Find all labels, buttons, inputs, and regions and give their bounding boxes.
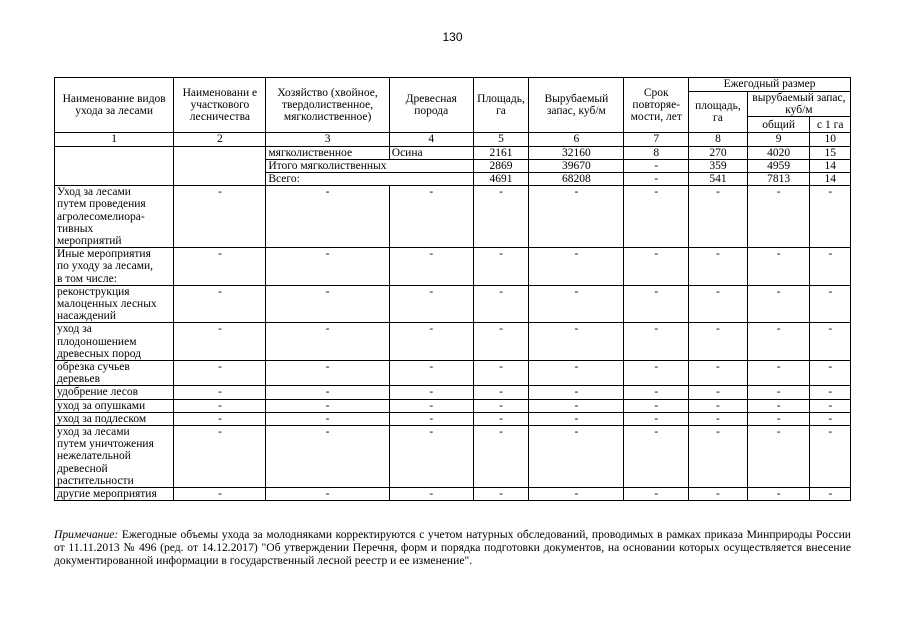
summary-annual-area: 541 <box>689 173 748 186</box>
dash-cell: - <box>624 386 689 399</box>
activity-name-line: малоценных лесных <box>57 298 157 311</box>
dash-cell: - <box>389 285 473 323</box>
activity-name-line: реконструкция <box>57 285 130 298</box>
dash-cell: - <box>624 488 689 501</box>
header-col4: Древесная порода <box>389 78 473 133</box>
dash-cell: - <box>174 186 266 248</box>
activity-row <box>55 248 851 286</box>
activity-row <box>55 488 851 501</box>
activity-name <box>55 488 174 501</box>
footnote-text: Ежегодные объемы ухода за молодняками корректируются с учетом натурных обследований, проводимых в рамках приказа Минприроды России от 11.11.2013 № 496 (ред. от 14.12.2017) "Об утверждении Перечня, форм и порядка подготовки документов, на основании которых осуществляется внесение документированной информации в государственный лесной реестр и ее изменение". <box>54 528 851 567</box>
dash-cell: - <box>810 426 851 488</box>
activity-name-line: по уходу за лесами, <box>57 260 154 273</box>
dash-cell: - <box>747 248 810 286</box>
dash-cell: - <box>689 386 748 399</box>
col-number: 7 <box>624 133 689 146</box>
header-annual-total: общий <box>747 117 810 133</box>
summary-per-ha: 14 <box>810 159 851 172</box>
summary-volume: 39670 <box>529 159 624 172</box>
activity-name <box>55 386 174 399</box>
activity-name-line: уход за <box>57 323 92 336</box>
dash-cell: - <box>810 361 851 386</box>
dash-cell: - <box>529 412 624 425</box>
dash-cell: - <box>747 412 810 425</box>
activity-name <box>55 426 174 488</box>
header-col5: Площадь, га <box>473 78 529 133</box>
summary-annual-total: 7813 <box>747 173 810 186</box>
summary-area: 2869 <box>473 159 529 172</box>
header-col2: Наименовани е участкового лесничества <box>174 78 266 133</box>
activity-name-line: Уход за лесами <box>57 186 131 199</box>
dash-cell: - <box>473 323 529 361</box>
dash-cell: - <box>624 323 689 361</box>
dash-cell: - <box>266 426 389 488</box>
summary-area: 4691 <box>473 173 529 186</box>
col-number: 8 <box>689 133 748 146</box>
dash-cell: - <box>389 488 473 501</box>
dash-cell: - <box>174 426 266 488</box>
dash-cell: - <box>624 248 689 286</box>
dash-cell: - <box>389 399 473 412</box>
summary-annual-total: 4959 <box>747 159 810 172</box>
dash-cell: - <box>689 248 748 286</box>
dash-cell: - <box>689 285 748 323</box>
activity-name-line: путем уничтожения <box>57 438 154 451</box>
dash-cell: - <box>266 361 389 386</box>
summary-annual-area: 359 <box>689 159 748 172</box>
activity-name-line: уход за подлеском <box>57 412 147 425</box>
dash-cell: - <box>473 412 529 425</box>
activity-name <box>55 361 174 386</box>
dash-cell: - <box>174 399 266 412</box>
dash-cell: - <box>529 426 624 488</box>
dash-cell: - <box>266 399 389 412</box>
dash-cell: - <box>266 248 389 286</box>
dash-cell: - <box>473 186 529 248</box>
activity-name <box>55 399 174 412</box>
dash-cell: - <box>473 426 529 488</box>
dash-cell: - <box>389 186 473 248</box>
dash-cell: - <box>174 412 266 425</box>
dash-cell: - <box>389 248 473 286</box>
activity-row <box>55 386 851 399</box>
summary-period: - <box>624 159 689 172</box>
dash-cell: - <box>810 248 851 286</box>
activity-name <box>55 248 174 286</box>
activity-name-line: тивных <box>57 222 94 235</box>
activity-name-line: путем проведения <box>57 198 146 211</box>
activity-row <box>55 399 851 412</box>
dash-cell: - <box>810 285 851 323</box>
activity-name <box>55 285 174 323</box>
dash-cell: - <box>473 386 529 399</box>
dash-cell: - <box>624 412 689 425</box>
dash-cell: - <box>174 488 266 501</box>
col-number: 10 <box>810 133 851 146</box>
activity-name-line: древесных пород <box>57 347 141 360</box>
dash-cell: - <box>689 488 748 501</box>
dash-cell: - <box>747 399 810 412</box>
header-col3: Хозяйство (хвойное, твердолиственное, мягколиственное) <box>266 78 389 133</box>
dash-cell: - <box>174 285 266 323</box>
activity-name <box>55 323 174 361</box>
dash-cell: - <box>747 386 810 399</box>
activity-row <box>55 361 851 386</box>
dash-cell: - <box>389 426 473 488</box>
col-number: 9 <box>747 133 810 146</box>
activity-name-line: насаждений <box>57 310 116 323</box>
dash-cell: - <box>174 248 266 286</box>
dash-cell: - <box>473 488 529 501</box>
dash-cell: - <box>174 323 266 361</box>
dash-cell: - <box>266 386 389 399</box>
dash-cell: - <box>624 285 689 323</box>
footnote-label: Примечание: <box>54 528 119 541</box>
dash-cell: - <box>624 399 689 412</box>
dash-cell: - <box>174 386 266 399</box>
dash-cell: - <box>747 426 810 488</box>
dash-cell: - <box>529 248 624 286</box>
header-annual-per-ha: с 1 га <box>810 117 851 133</box>
dash-cell: - <box>266 186 389 248</box>
dash-cell: - <box>689 361 748 386</box>
activity-name-line: Иные мероприятия <box>57 248 151 261</box>
summary-empty-cell <box>55 146 174 186</box>
dash-cell: - <box>810 386 851 399</box>
dash-cell: - <box>529 361 624 386</box>
header-col1: Наименование видов ухода за лесами <box>55 78 174 133</box>
dash-cell: - <box>174 361 266 386</box>
activity-row <box>55 186 851 248</box>
dash-cell: - <box>473 361 529 386</box>
activity-name <box>55 412 174 425</box>
summary-volume: 32160 <box>529 146 624 159</box>
summary-period: 8 <box>624 146 689 159</box>
col-number: 5 <box>473 133 529 146</box>
summary-row-aspen <box>55 146 851 159</box>
dash-cell: - <box>529 386 624 399</box>
dash-cell: - <box>529 186 624 248</box>
page-number: 130 <box>442 30 463 44</box>
activity-name-line: мероприятий <box>57 235 122 248</box>
activity-row <box>55 285 851 323</box>
dash-cell: - <box>473 248 529 286</box>
dash-cell: - <box>389 323 473 361</box>
dash-cell: - <box>747 361 810 386</box>
col-number: 1 <box>55 133 174 146</box>
dash-cell: - <box>529 323 624 361</box>
dash-cell: - <box>810 323 851 361</box>
activity-row <box>55 412 851 425</box>
dash-cell: - <box>810 488 851 501</box>
activity-name-line: другие мероприятия <box>57 488 157 501</box>
summary-area: 2161 <box>473 146 529 159</box>
summary-volume: 68208 <box>529 173 624 186</box>
summary-annual-total: 4020 <box>747 146 810 159</box>
dash-cell: - <box>689 399 748 412</box>
summary-annual-area: 270 <box>689 146 748 159</box>
col-number: 3 <box>266 133 389 146</box>
summary-per-ha: 14 <box>810 173 851 186</box>
dash-cell: - <box>747 186 810 248</box>
dash-cell: - <box>473 399 529 412</box>
col-number: 4 <box>389 133 473 146</box>
activity-name <box>55 186 174 248</box>
activity-row <box>55 426 851 488</box>
activity-name-line: уход за лесами <box>57 426 130 439</box>
activity-name-line: в том числе: <box>57 272 117 285</box>
dash-cell: - <box>389 412 473 425</box>
dash-cell: - <box>624 186 689 248</box>
footnote <box>54 528 851 567</box>
header-col6: Вырубаемый запас, куб/м <box>529 78 624 133</box>
activity-row <box>55 323 851 361</box>
activity-name-line: древесной <box>57 462 108 475</box>
activity-name-line: обрезка сучьев <box>57 361 130 374</box>
summary-period: - <box>624 173 689 186</box>
header-annual-volume: вырубаемый запас, куб/м <box>747 92 850 117</box>
summary-empty-cell <box>174 146 266 186</box>
dash-cell: - <box>624 361 689 386</box>
dash-cell: - <box>266 285 389 323</box>
dash-cell: - <box>747 285 810 323</box>
activity-name-line: растительности <box>57 474 134 487</box>
dash-cell: - <box>529 399 624 412</box>
dash-cell: - <box>689 412 748 425</box>
dash-cell: - <box>747 488 810 501</box>
forest-care-table <box>54 77 851 501</box>
activity-name-line: деревьев <box>57 373 101 386</box>
col-number: 2 <box>174 133 266 146</box>
summary-household: мягколиственное <box>266 146 389 159</box>
dash-cell: - <box>624 426 689 488</box>
dash-cell: - <box>266 488 389 501</box>
summary-species: Осина <box>389 146 473 159</box>
dash-cell: - <box>529 488 624 501</box>
dash-cell: - <box>747 323 810 361</box>
activity-name-line: агролесомелиора- <box>57 210 145 223</box>
activity-name-line: удобрение лесов <box>57 386 139 399</box>
summary-per-ha: 15 <box>810 146 851 159</box>
column-numbers-row <box>55 133 851 146</box>
activity-name-line: нежелательной <box>57 450 131 463</box>
dash-cell: - <box>689 186 748 248</box>
dash-cell: - <box>266 412 389 425</box>
dash-cell: - <box>689 323 748 361</box>
header-annual-area: площадь, га <box>689 92 748 133</box>
dash-cell: - <box>689 426 748 488</box>
activity-name-line: плодоношением <box>57 335 137 348</box>
header-annual: Ежегодный размер <box>689 78 851 92</box>
dash-cell: - <box>810 412 851 425</box>
dash-cell: - <box>810 399 851 412</box>
col-number: 6 <box>529 133 624 146</box>
summary-label: Итого мягколиственных <box>266 159 473 172</box>
activity-name-line: уход за опушками <box>57 399 146 412</box>
dash-cell: - <box>473 285 529 323</box>
dash-cell: - <box>389 361 473 386</box>
dash-cell: - <box>529 285 624 323</box>
summary-label: Всего: <box>266 173 473 186</box>
header-col7: Срок повторяе-мости, лет <box>624 78 689 133</box>
dash-cell: - <box>266 323 389 361</box>
dash-cell: - <box>389 386 473 399</box>
dash-cell: - <box>810 186 851 248</box>
